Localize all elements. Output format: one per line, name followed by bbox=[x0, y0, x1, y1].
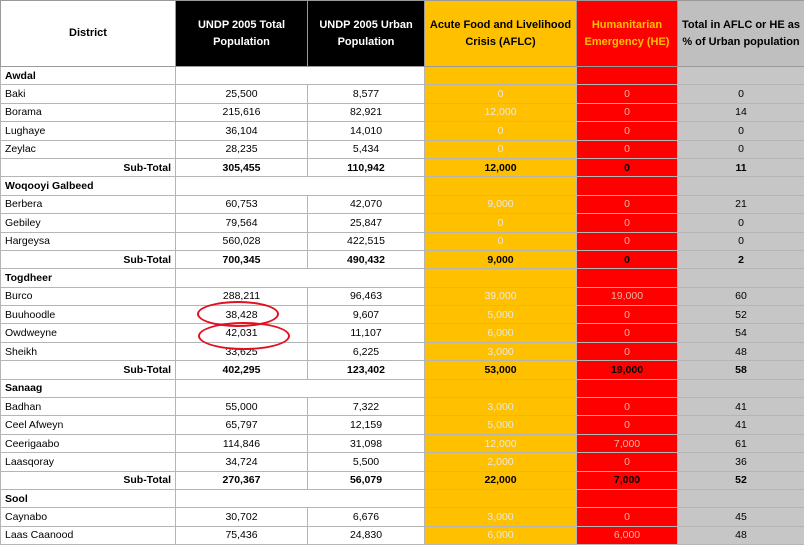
aflc-cell: 12,000 bbox=[425, 434, 577, 452]
total-population-cell: 28,235 bbox=[176, 140, 308, 158]
table-row bbox=[1, 306, 804, 324]
aflc-cell: 0 bbox=[425, 85, 577, 103]
header-urban-population: UNDP 2005 Urban Population bbox=[308, 1, 425, 67]
table-row bbox=[1, 342, 804, 360]
aflc-cell: 3,000 bbox=[425, 508, 577, 526]
urban-population-cell: 96,463 bbox=[308, 287, 425, 305]
blank-cell bbox=[308, 379, 425, 397]
urban-population-cell: 5,434 bbox=[308, 140, 425, 158]
table-row bbox=[1, 85, 804, 103]
total-population-cell: 560,028 bbox=[176, 232, 308, 250]
district-name: Hargeysa bbox=[1, 232, 176, 250]
aflc-cell bbox=[425, 177, 577, 195]
district-name: Sheikh bbox=[1, 342, 176, 360]
subtotal-row bbox=[1, 158, 804, 176]
district-name: Ceerigaabo bbox=[1, 434, 176, 452]
table-row bbox=[1, 453, 804, 471]
aflc-cell: 9,000 bbox=[425, 250, 577, 268]
percent-cell: 0 bbox=[678, 85, 804, 103]
aflc-cell: 3,000 bbox=[425, 342, 577, 360]
region-name: Sanaag bbox=[1, 379, 176, 397]
table-row bbox=[1, 434, 804, 452]
subtotal-row bbox=[1, 361, 804, 379]
region-name: Togdheer bbox=[1, 269, 176, 287]
percent-cell: 0 bbox=[678, 214, 804, 232]
he-cell: 0 bbox=[577, 398, 678, 416]
urban-population-cell: 490,432 bbox=[308, 250, 425, 268]
district-name: Owdweyne bbox=[1, 324, 176, 342]
he-cell bbox=[577, 489, 678, 507]
percent-cell bbox=[678, 177, 804, 195]
aflc-cell: 5,000 bbox=[425, 416, 577, 434]
aflc-cell bbox=[425, 67, 577, 85]
he-cell: 0 bbox=[577, 195, 678, 213]
urban-population-cell: 25,847 bbox=[308, 214, 425, 232]
percent-cell bbox=[678, 489, 804, 507]
urban-population-cell: 8,577 bbox=[308, 85, 425, 103]
table-row bbox=[1, 103, 804, 121]
blank-cell bbox=[176, 177, 308, 195]
he-cell: 19,000 bbox=[577, 287, 678, 305]
aflc-cell: 9,000 bbox=[425, 195, 577, 213]
aflc-cell: 53,000 bbox=[425, 361, 577, 379]
blank-cell bbox=[176, 489, 308, 507]
he-cell: 0 bbox=[577, 342, 678, 360]
aflc-cell: 2,000 bbox=[425, 453, 577, 471]
total-population-cell: 55,000 bbox=[176, 398, 308, 416]
header-he: Humanitarian Emergency (HE) bbox=[577, 1, 678, 67]
percent-cell: 0 bbox=[678, 232, 804, 250]
urban-population-cell: 5,500 bbox=[308, 453, 425, 471]
aflc-cell: 12,000 bbox=[425, 103, 577, 121]
he-cell: 19,000 bbox=[577, 361, 678, 379]
he-cell bbox=[577, 67, 678, 85]
total-population-cell: 25,500 bbox=[176, 85, 308, 103]
total-population-cell: 114,846 bbox=[176, 434, 308, 452]
he-cell: 7,000 bbox=[577, 434, 678, 452]
total-population-cell: 402,295 bbox=[176, 361, 308, 379]
blank-cell bbox=[308, 269, 425, 287]
district-name: Laasqoray bbox=[1, 453, 176, 471]
percent-cell: 41 bbox=[678, 416, 804, 434]
percent-cell: 61 bbox=[678, 434, 804, 452]
district-name: Ceel Afweyn bbox=[1, 416, 176, 434]
percent-cell bbox=[678, 379, 804, 397]
he-cell bbox=[577, 177, 678, 195]
district-name: Sub-Total bbox=[1, 471, 176, 489]
aflc-cell bbox=[425, 489, 577, 507]
region-row bbox=[1, 67, 804, 85]
aflc-cell: 22,000 bbox=[425, 471, 577, 489]
district-name: Sub-Total bbox=[1, 250, 176, 268]
total-population-cell: 75,436 bbox=[176, 526, 308, 544]
total-population-cell: 60,753 bbox=[176, 195, 308, 213]
percent-cell: 54 bbox=[678, 324, 804, 342]
urban-population-cell: 123,402 bbox=[308, 361, 425, 379]
district-name: Borama bbox=[1, 103, 176, 121]
district-name: Laas Caanood bbox=[1, 526, 176, 544]
percent-cell bbox=[678, 269, 804, 287]
district-name: Berbera bbox=[1, 195, 176, 213]
total-population-cell: 33,625 bbox=[176, 342, 308, 360]
header-aflc: Acute Food and Livelihood Crisis (AFLC) bbox=[425, 1, 577, 67]
aflc-cell: 39,000 bbox=[425, 287, 577, 305]
he-cell: 0 bbox=[577, 122, 678, 140]
percent-cell: 14 bbox=[678, 103, 804, 121]
aflc-cell: 6,000 bbox=[425, 526, 577, 544]
percent-cell: 45 bbox=[678, 508, 804, 526]
urban-population-cell: 6,676 bbox=[308, 508, 425, 526]
district-name: Buuhoodle bbox=[1, 306, 176, 324]
table-row bbox=[1, 232, 804, 250]
urban-population-cell: 24,830 bbox=[308, 526, 425, 544]
region-row bbox=[1, 177, 804, 195]
region-name: Sool bbox=[1, 489, 176, 507]
percent-cell: 41 bbox=[678, 398, 804, 416]
percent-cell bbox=[678, 67, 804, 85]
urban-population-cell: 56,079 bbox=[308, 471, 425, 489]
total-population-cell: 215,616 bbox=[176, 103, 308, 121]
percent-cell: 0 bbox=[678, 122, 804, 140]
he-cell: 0 bbox=[577, 508, 678, 526]
total-population-cell: 38,428 bbox=[176, 306, 308, 324]
percent-cell: 48 bbox=[678, 526, 804, 544]
he-cell: 0 bbox=[577, 140, 678, 158]
district-name: Sub-Total bbox=[1, 361, 176, 379]
he-cell: 0 bbox=[577, 306, 678, 324]
urban-population-cell: 422,515 bbox=[308, 232, 425, 250]
he-cell: 0 bbox=[577, 214, 678, 232]
aflc-cell: 0 bbox=[425, 232, 577, 250]
table-row bbox=[1, 526, 804, 544]
he-cell: 7,000 bbox=[577, 471, 678, 489]
aflc-cell: 6,000 bbox=[425, 324, 577, 342]
he-cell: 0 bbox=[577, 158, 678, 176]
percent-cell: 60 bbox=[678, 287, 804, 305]
table-row bbox=[1, 287, 804, 305]
district-name: Baki bbox=[1, 85, 176, 103]
he-cell: 6,000 bbox=[577, 526, 678, 544]
urban-population-cell: 31,098 bbox=[308, 434, 425, 452]
aflc-cell: 5,000 bbox=[425, 306, 577, 324]
table-row bbox=[1, 324, 804, 342]
total-population-cell: 36,104 bbox=[176, 122, 308, 140]
total-population-cell: 65,797 bbox=[176, 416, 308, 434]
table-header bbox=[1, 1, 804, 67]
district-name: Sub-Total bbox=[1, 158, 176, 176]
he-cell: 0 bbox=[577, 453, 678, 471]
he-cell: 0 bbox=[577, 416, 678, 434]
he-cell bbox=[577, 269, 678, 287]
percent-cell: 52 bbox=[678, 471, 804, 489]
blank-cell bbox=[176, 379, 308, 397]
total-population-cell: 288,211 bbox=[176, 287, 308, 305]
urban-population-cell: 12,159 bbox=[308, 416, 425, 434]
percent-cell: 11 bbox=[678, 158, 804, 176]
total-population-cell: 79,564 bbox=[176, 214, 308, 232]
region-row bbox=[1, 489, 804, 507]
he-cell: 0 bbox=[577, 85, 678, 103]
region-name: Awdal bbox=[1, 67, 176, 85]
urban-population-cell: 42,070 bbox=[308, 195, 425, 213]
aflc-cell: 12,000 bbox=[425, 158, 577, 176]
total-population-cell: 34,724 bbox=[176, 453, 308, 471]
aflc-cell bbox=[425, 379, 577, 397]
total-population-cell: 30,702 bbox=[176, 508, 308, 526]
table-row bbox=[1, 122, 804, 140]
total-population-cell: 270,367 bbox=[176, 471, 308, 489]
he-cell: 0 bbox=[577, 103, 678, 121]
urban-population-cell: 14,010 bbox=[308, 122, 425, 140]
he-cell: 0 bbox=[577, 250, 678, 268]
blank-cell bbox=[308, 489, 425, 507]
blank-cell bbox=[176, 67, 308, 85]
urban-population-cell: 11,107 bbox=[308, 324, 425, 342]
urban-population-cell: 7,322 bbox=[308, 398, 425, 416]
header-district: District bbox=[1, 1, 176, 67]
table-row bbox=[1, 508, 804, 526]
urban-population-cell: 9,607 bbox=[308, 306, 425, 324]
district-name: Badhan bbox=[1, 398, 176, 416]
percent-cell: 52 bbox=[678, 306, 804, 324]
he-cell bbox=[577, 379, 678, 397]
blank-cell bbox=[176, 269, 308, 287]
urban-population-cell: 110,942 bbox=[308, 158, 425, 176]
blank-cell bbox=[308, 177, 425, 195]
percent-cell: 36 bbox=[678, 453, 804, 471]
region-row bbox=[1, 379, 804, 397]
district-name: Burco bbox=[1, 287, 176, 305]
header-total-population: UNDP 2005 Total Population bbox=[176, 1, 308, 67]
percent-cell: 58 bbox=[678, 361, 804, 379]
blank-cell bbox=[308, 67, 425, 85]
urban-population-cell: 82,921 bbox=[308, 103, 425, 121]
percent-cell: 2 bbox=[678, 250, 804, 268]
subtotal-row bbox=[1, 250, 804, 268]
total-population-cell: 42,031 bbox=[176, 324, 308, 342]
subtotal-row bbox=[1, 471, 804, 489]
percent-cell: 0 bbox=[678, 140, 804, 158]
table-row bbox=[1, 416, 804, 434]
aflc-cell bbox=[425, 269, 577, 287]
region-name: Woqooyi Galbeed bbox=[1, 177, 176, 195]
percent-cell: 21 bbox=[678, 195, 804, 213]
table-row bbox=[1, 398, 804, 416]
he-cell: 0 bbox=[577, 324, 678, 342]
aflc-cell: 3,000 bbox=[425, 398, 577, 416]
table-body bbox=[1, 67, 804, 545]
district-name: Gebiley bbox=[1, 214, 176, 232]
aflc-cell: 0 bbox=[425, 122, 577, 140]
table-row bbox=[1, 140, 804, 158]
he-cell: 0 bbox=[577, 232, 678, 250]
aflc-cell: 0 bbox=[425, 140, 577, 158]
percent-cell: 48 bbox=[678, 342, 804, 360]
district-name: Lughaye bbox=[1, 122, 176, 140]
total-population-cell: 700,345 bbox=[176, 250, 308, 268]
district-name: Caynabo bbox=[1, 508, 176, 526]
table-row bbox=[1, 214, 804, 232]
table-row bbox=[1, 195, 804, 213]
aflc-cell: 0 bbox=[425, 214, 577, 232]
district-name: Zeylac bbox=[1, 140, 176, 158]
urban-population-cell: 6,225 bbox=[308, 342, 425, 360]
header-percent-urban: Total in AFLC or HE as % of Urban population bbox=[678, 1, 804, 67]
region-row bbox=[1, 269, 804, 287]
total-population-cell: 305,455 bbox=[176, 158, 308, 176]
